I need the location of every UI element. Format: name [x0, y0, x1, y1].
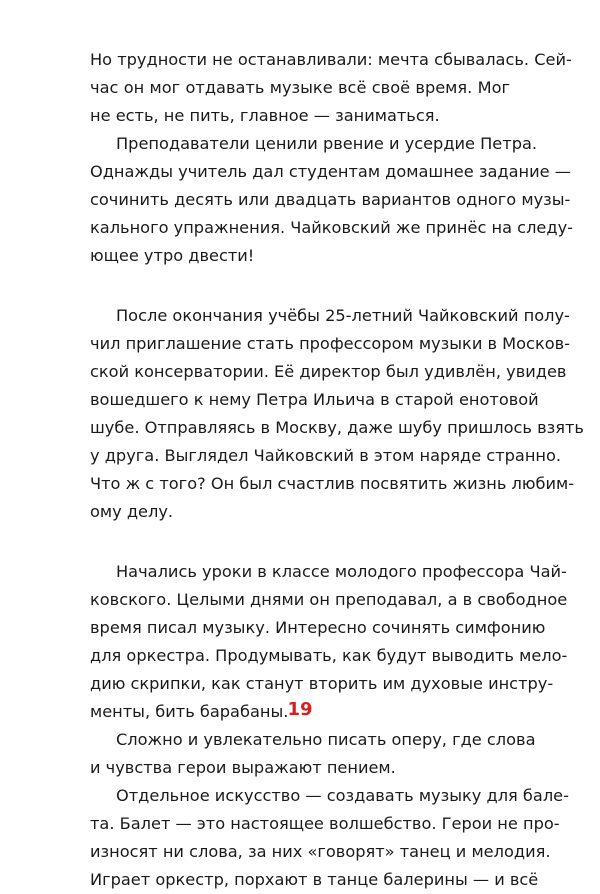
text-line: шубе. Отправляясь в Москву, даже шубу пришлось взять [90, 418, 584, 437]
text-line: Преподаватели ценили рвение и усердие Петра. [116, 134, 538, 153]
text-line: износят ни слова, за них «говорят» танец и мелодия. [90, 842, 551, 861]
text-line: ющее утро двести! [90, 246, 255, 265]
page-number: 19 [287, 699, 313, 720]
paragraph-3 [90, 302, 584, 526]
text-line: ому делу. [90, 502, 174, 521]
section-gap [90, 526, 510, 558]
text-line: ской консерватории. Её директор был удивлён, увидев [90, 362, 567, 381]
paragraph-5 [90, 726, 536, 782]
text-line: Однажды учитель дал студентам домашнее задание — [90, 162, 571, 181]
text-line: Но трудности не останавливали: мечта сбывалась. Сей- [90, 50, 572, 69]
text-line: Начались уроки в классе молодого профессора Чай- [116, 562, 567, 581]
section-gap [90, 270, 510, 302]
text-line: и чувства герои выражают пением. [90, 758, 396, 777]
page-text [90, 46, 584, 894]
text-line: ковского. Целыми днями он преподавал, а в свободное [90, 590, 568, 609]
text-line: менты, бить барабаны. [90, 702, 289, 721]
text-line: сочинить десять или двадцать вариантов одного музы- [90, 190, 571, 209]
text-line: для оркестра. Продумывать, как будут выводить мело- [90, 646, 568, 665]
text-line: та. Балет — это настоящее волшебство. Герои не про- [90, 814, 560, 833]
text-line: не есть, не пить, главное — заниматься. [90, 106, 440, 125]
text-line: время писал музыку. Интересно сочинять симфонию [90, 618, 546, 637]
text-line: час он мог отдавать музыке всё своё время. Мог [90, 78, 510, 97]
text-line: у друга. Выглядел Чайковский в этом наряде странно. [90, 446, 562, 465]
text-line: Сложно и увлекательно писать оперу, где слова [116, 730, 536, 749]
text-line: чил приглашение стать профессором музыки в Москов- [90, 334, 571, 353]
text-line: После окончания учёбы 25-летний Чайковский полу- [116, 306, 570, 325]
text-line: вошедшего к нему Петра Ильича в старой енотовой [90, 390, 539, 409]
text-line: дию скрипки, как станут вторить им духовые инстру- [90, 674, 554, 693]
paragraph-2 [90, 130, 573, 270]
paragraph-1 [90, 46, 572, 130]
text-line: кального упражнения. Чайковский же принёс на следу- [90, 218, 573, 237]
text-line: Играет оркестр, порхают в танце балерины — и всё [90, 870, 539, 889]
paragraph-6 [90, 782, 569, 894]
text-line: Отдельное искусство — создавать музыку для бале- [116, 786, 569, 805]
text-line: Что ж с того? Он был счастлив посвятить жизнь любим- [90, 474, 575, 493]
